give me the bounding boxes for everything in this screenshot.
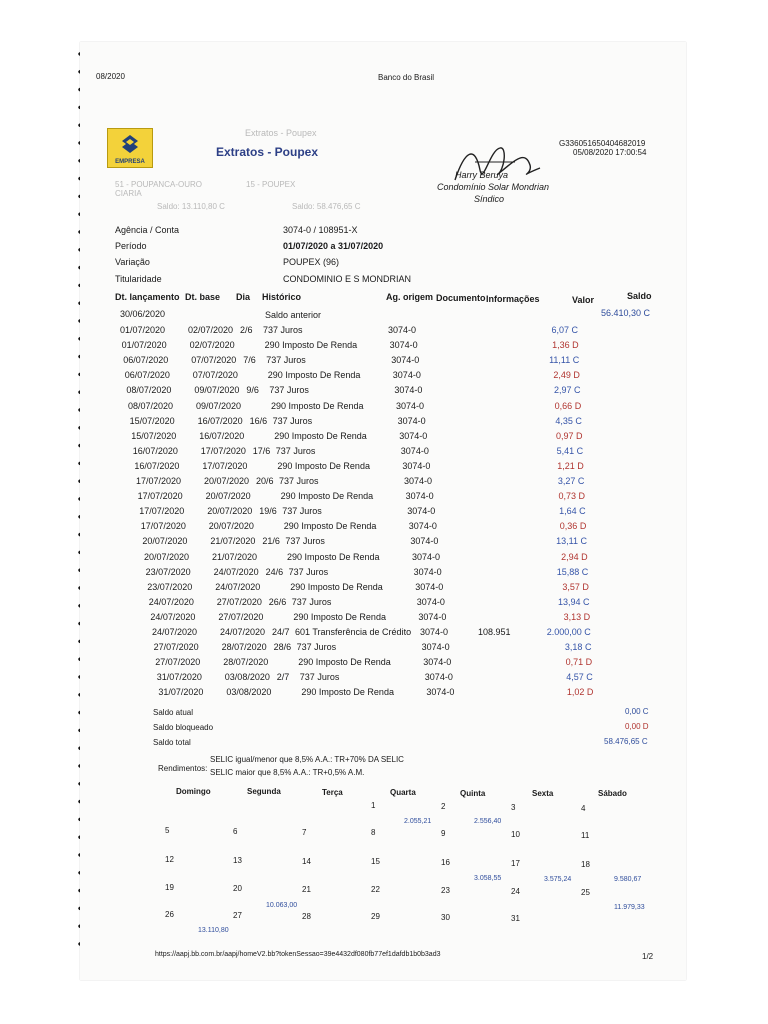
row-dia: 17/6: [252, 445, 271, 456]
row-valor: 1,64 C: [559, 506, 586, 517]
calendar-day-number: 1: [371, 801, 376, 811]
row-dia: 21/6: [262, 536, 280, 547]
row-dia: 20/6: [256, 476, 274, 486]
row-ag-origem: 3074-0: [424, 672, 453, 683]
row-historico: 290 Imposto De Renda: [298, 657, 391, 668]
calendar-day-header: Terça: [322, 787, 343, 797]
row-ag-origem: 3074-0: [408, 521, 437, 532]
row-ag-origem: 3074-0: [415, 581, 444, 592]
calendar-balance-value: 13.110,80: [198, 927, 229, 934]
periodo-value: 01/07/2020 a 31/07/2020: [283, 241, 384, 251]
calendar-day-number: 3: [511, 803, 516, 812]
row-historico: 737 Juros: [266, 355, 306, 366]
row-dt-base: 27/07/2020: [216, 596, 262, 607]
row-ag-origem: 3074-0: [400, 445, 429, 456]
row-dt-base: 28/07/2020: [223, 657, 269, 668]
row-ag-origem: 3074-0: [407, 506, 436, 517]
row-dt-base: 27/07/2020: [218, 611, 264, 622]
row-historico: 290 Imposto De Renda: [290, 581, 383, 592]
calendar-day-header: Sexta: [532, 789, 554, 798]
row-valor: 13,94 C: [558, 596, 590, 607]
row-dt-lancamento: 31/07/2020: [158, 687, 204, 698]
row-historico: 601 Transferência de Crédito: [295, 627, 412, 637]
row-dt-lancamento: 17/07/2020: [140, 521, 186, 532]
calendar-day-number: 29: [371, 912, 380, 922]
col-header-dt-lancamento: Dt. lançamento: [115, 292, 180, 302]
row-dia: 16/6: [249, 415, 268, 426]
row-dia: 24/7: [272, 627, 290, 637]
calendar-day-number: 28: [302, 911, 311, 921]
row-ag-origem: 3074-0: [413, 566, 442, 577]
row-dt-lancamento: 24/07/2020: [152, 627, 198, 637]
variacao-label: Variação: [115, 257, 150, 267]
row-valor: 3,13 D: [563, 611, 591, 622]
row-historico: 290 Imposto De Renda: [283, 521, 377, 532]
row-dt-base: 20/07/2020: [205, 491, 251, 502]
calendar-day-header: Domingo: [176, 787, 211, 796]
row-valor: 0,71 D: [565, 657, 593, 668]
row-dt-lancamento: 06/07/2020: [123, 355, 169, 366]
row-historico: 290 Imposto De Renda: [264, 340, 358, 351]
calendar-day-number: 2: [441, 802, 446, 812]
row-historico: 290 Imposto De Renda: [267, 370, 361, 381]
calendar-balance-value: 11.979,33: [614, 904, 645, 911]
row-historico: 737 Juros: [275, 445, 316, 456]
opening-date: 30/06/2020: [120, 309, 166, 319]
row-historico: 737 Juros: [279, 476, 319, 486]
row-ag-origem: 3074-0: [416, 596, 445, 607]
calendar-day-number: 12: [165, 855, 174, 864]
row-dt-lancamento: 20/07/2020: [144, 551, 190, 562]
agencia-label: Agência / Conta: [115, 225, 180, 235]
row-historico: 290 Imposto De Renda: [271, 400, 364, 411]
row-dt-lancamento: 17/07/2020: [139, 506, 185, 517]
row-valor: 13,11 C: [556, 536, 587, 547]
document-code: G336051650404682019: [559, 139, 646, 148]
saldo-bloqueado-value: 0,00 D: [625, 722, 649, 731]
calendar-balance-value: 9.580,67: [614, 876, 642, 883]
row-valor: 11,11 C: [549, 355, 580, 366]
row-dt-base: 07/07/2020: [191, 355, 237, 366]
row-dt-lancamento: 06/07/2020: [124, 370, 170, 381]
row-dt-lancamento: 08/07/2020: [126, 385, 172, 396]
row-dia: 28/6: [273, 642, 292, 653]
row-ag-origem: 3074-0: [423, 657, 452, 668]
row-valor: 0,36 D: [559, 521, 587, 532]
calendar-balance-value: 2.556,40: [474, 818, 502, 825]
row-historico: 737 Juros: [272, 415, 313, 426]
row-ag-origem: 3074-0: [392, 370, 421, 381]
calendar-day-number: 18: [581, 859, 590, 869]
calendar-day-number: 31: [511, 914, 520, 923]
row-dt-lancamento: 20/07/2020: [142, 536, 188, 547]
row-historico: 290 Imposto De Renda: [287, 551, 380, 562]
signature-org: Condomínio Solar Mondrian: [437, 182, 550, 192]
row-ag-origem: 3074-0: [412, 551, 441, 562]
footer-page: 1/2: [642, 952, 654, 961]
page-title: Extratos - Poupex: [216, 145, 319, 159]
col-header-dt-base: Dt. base: [185, 292, 221, 302]
row-valor: 2.000,00 C: [546, 627, 591, 637]
calendar-day-number: 19: [165, 883, 174, 892]
row-ag-origem: 3074-0: [418, 611, 447, 622]
row-historico: 737 Juros: [299, 672, 340, 683]
rendimentos-line-2: SELIC maior que 8,5% A.A.: TR+0,5% A.M.: [210, 768, 365, 777]
row-dt-base: 17/07/2020: [202, 460, 248, 471]
faint-saldo-2: Saldo: 58.476,65 C: [292, 202, 361, 211]
row-historico: 290 Imposto De Renda: [277, 460, 370, 471]
agencia-value: 3074-0 / 108951-X: [283, 225, 358, 235]
calendar-day-number: 6: [233, 826, 238, 836]
row-valor: 0,97 D: [555, 430, 583, 441]
rendimentos-label: Rendimentos:: [158, 764, 208, 773]
row-historico: 737 Juros: [269, 385, 309, 396]
row-dt-base: 16/07/2020: [197, 415, 243, 426]
calendar-day-number: 13: [233, 855, 242, 865]
row-dt-base: 03/08/2020: [226, 687, 272, 698]
header-bank: Banco do Brasil: [378, 73, 435, 82]
row-dt-base: 02/07/2020: [188, 325, 234, 335]
row-dt-base: 20/07/2020: [204, 476, 250, 486]
row-valor: 1,36 D: [552, 340, 579, 351]
row-historico: 737 Juros: [285, 536, 325, 547]
row-ag-origem: 3074-0: [397, 415, 426, 426]
row-dia: 26/6: [268, 596, 287, 607]
row-documento: 108.951: [478, 627, 511, 637]
row-ag-origem: 3074-0: [399, 430, 428, 441]
calendar-day-number: 27: [233, 910, 242, 920]
row-historico: 290 Imposto De Renda: [274, 430, 367, 441]
calendar-day-number: 8: [371, 828, 376, 838]
bank-logo: [107, 128, 153, 168]
row-dt-base: 17/07/2020: [200, 445, 246, 456]
row-dt-base: 09/07/2020: [196, 400, 242, 411]
row-dia: 24/6: [265, 566, 284, 577]
calendar-day-header: Quarta: [390, 788, 416, 798]
row-valor: 1,21 D: [557, 460, 584, 471]
row-ag-origem: 3074-0: [420, 627, 449, 637]
row-valor: 2,97 C: [554, 385, 581, 396]
row-dt-lancamento: 17/07/2020: [137, 491, 183, 502]
row-dia: 2/7: [276, 672, 290, 683]
row-valor: 4,57 C: [566, 672, 593, 683]
saldo-total-value: 58.476,65 C: [604, 737, 648, 746]
row-historico: 737 Juros: [291, 596, 332, 607]
row-ag-origem: 3074-0: [421, 642, 450, 653]
col-header-dia: Dia: [236, 292, 251, 302]
row-valor: 1,02 D: [566, 687, 594, 698]
rendimentos-line-1: SELIC igual/menor que 8,5% A.A.: TR+70% DA SELIC: [210, 755, 404, 764]
row-dt-lancamento: 27/07/2020: [153, 642, 199, 653]
row-dt-lancamento: 24/07/2020: [148, 596, 194, 607]
row-ag-origem: 3074-0: [388, 325, 417, 335]
row-ag-origem: 3074-0: [394, 385, 423, 396]
row-dia: 7/6: [243, 355, 256, 366]
row-ag-origem: 3074-0: [404, 476, 433, 486]
calendar-day-number: 15: [371, 857, 380, 867]
row-valor: 2,49 D: [553, 370, 580, 381]
calendar-day-number: 22: [371, 885, 380, 895]
calendar-day-number: 16: [441, 858, 450, 868]
row-dt-lancamento: 23/07/2020: [145, 566, 191, 577]
faint-account2: CIARIA: [115, 189, 142, 198]
calendar-balance-value: 2.055,21: [404, 817, 432, 825]
row-valor: 2,94 D: [561, 551, 588, 562]
calendar-day-number: 23: [441, 886, 450, 896]
calendar-day-number: 5: [165, 826, 170, 835]
row-dt-lancamento: 01/07/2020: [121, 340, 167, 351]
logo-label: EMPRESA: [115, 159, 145, 165]
row-valor: 3,57 D: [562, 581, 589, 592]
row-dt-base: 24/07/2020: [215, 581, 261, 592]
row-valor: 3,27 C: [557, 476, 585, 486]
row-dt-lancamento: 16/07/2020: [132, 445, 178, 456]
row-ag-origem: 3074-0: [410, 536, 439, 547]
faint-title: Extratos - Poupex: [245, 128, 317, 138]
calendar-day-number: 4: [581, 803, 586, 813]
row-dt-base: 16/07/2020: [199, 430, 245, 441]
col-header-documento: Documento: [436, 293, 486, 303]
saldo-atual-value: 0,00 C: [625, 707, 649, 716]
opening-historico: Saldo anterior: [265, 310, 322, 320]
row-historico: 737 Juros: [282, 506, 322, 517]
calendar-day-number: 25: [581, 887, 590, 897]
row-dt-lancamento: 08/07/2020: [128, 400, 174, 411]
row-ag-origem: 3074-0: [396, 400, 425, 411]
document-timestamp: 05/08/2020 17:00:54: [573, 148, 647, 157]
row-dt-base: 21/07/2020: [212, 551, 258, 562]
bb-logo-icon: [120, 134, 140, 154]
faint-saldo-1: Saldo: 13.110,80 C: [157, 202, 225, 211]
row-dt-base: 28/07/2020: [221, 642, 267, 653]
row-dt-lancamento: 23/07/2020: [147, 581, 193, 592]
periodo-label: Período: [115, 241, 147, 251]
row-valor: 0,66 D: [554, 400, 582, 411]
row-dt-lancamento: 17/07/2020: [136, 476, 182, 486]
saldo-atual-label: Saldo atual: [153, 708, 194, 717]
row-valor: 0,73 D: [558, 491, 586, 502]
variacao-value: POUPEX (96): [283, 257, 340, 267]
row-dt-lancamento: 31/07/2020: [156, 672, 202, 683]
calendar-day-number: 7: [302, 827, 307, 837]
signature-name: Harry Beruya: [455, 170, 509, 180]
row-dia: 9/6: [246, 385, 259, 396]
calendar-balance-value: 3.575,24: [544, 875, 572, 883]
row-dt-base: 24/07/2020: [213, 566, 259, 577]
row-dt-lancamento: 24/07/2020: [150, 611, 196, 622]
row-valor: 5,41 C: [556, 445, 584, 456]
calendar-balance-value: 3.058,55: [474, 875, 502, 882]
calendar-day-number: 17: [511, 859, 520, 868]
calendar-balance-value: 10.063,00: [266, 901, 298, 909]
row-dt-lancamento: 01/07/2020: [120, 325, 166, 335]
titularidade-label: Titularidade: [115, 274, 162, 284]
calendar-day-header: Sábado: [598, 789, 627, 799]
header-date: 08/2020: [96, 72, 125, 81]
calendar-day-header: Quinta: [460, 788, 486, 798]
calendar-day-number: 20: [233, 883, 242, 893]
row-valor: 3,18 C: [564, 642, 592, 653]
row-dia: 19/6: [259, 506, 277, 517]
faint-account: 51 - POUPANCA-OURO: [115, 180, 202, 189]
row-ag-origem: 3074-0: [402, 460, 431, 471]
row-ag-origem: 3074-0: [389, 340, 418, 351]
row-ag-origem: 3074-0: [426, 687, 455, 698]
calendar-day-number: 10: [511, 830, 520, 839]
col-header-informacoes: Informações: [486, 294, 540, 304]
row-dt-base: 07/07/2020: [192, 370, 238, 381]
row-valor: 6,07 C: [551, 325, 578, 335]
row-dt-base: 20/07/2020: [207, 506, 253, 517]
row-dt-base: 24/07/2020: [220, 627, 266, 637]
calendar-day-number: 9: [441, 829, 446, 839]
row-dt-lancamento: 15/07/2020: [129, 415, 175, 426]
col-header-valor: Valor: [572, 295, 595, 305]
row-dt-base: 03/08/2020: [224, 672, 270, 683]
row-historico: 290 Imposto De Renda: [293, 611, 386, 622]
row-dt-lancamento: 15/07/2020: [131, 430, 177, 441]
calendar-day-number: 11: [581, 830, 590, 840]
saldo-bloqueado-label: Saldo bloqueado: [153, 723, 214, 732]
calendar-day-number: 14: [302, 856, 311, 866]
footer-url: https://aapj.bb.com.br/aapj/homeV2.bb?tokenSessao=39e4432df080fb77ef1dafdb1b0b3ad3: [155, 951, 441, 958]
row-dt-lancamento: 27/07/2020: [155, 657, 201, 668]
row-dt-base: 20/07/2020: [208, 521, 254, 532]
calendar-day-number: 26: [165, 910, 174, 919]
row-valor: 15,88 C: [556, 566, 589, 577]
row-historico: 290 Imposto De Renda: [301, 687, 394, 698]
row-historico: 737 Juros: [288, 566, 329, 577]
row-dia: 2/6: [240, 325, 253, 335]
calendar-day-number: 21: [302, 884, 311, 894]
titularidade-value: CONDOMINIO E S MONDRIAN: [283, 274, 412, 284]
opening-saldo: 56.410,30 C: [601, 308, 651, 318]
col-header-ag-origem: Ag. origem: [386, 292, 434, 302]
calendar-day-number: 30: [441, 913, 450, 923]
row-historico: 290 Imposto De Renda: [280, 491, 374, 502]
row-historico: 737 Juros: [296, 642, 337, 653]
row-ag-origem: 3074-0: [405, 491, 434, 502]
signature-role: Síndico: [474, 194, 505, 204]
col-header-saldo: Saldo: [627, 291, 652, 301]
row-valor: 4,35 C: [555, 415, 582, 426]
calendar-day-number: 24: [511, 887, 520, 896]
calendar-day-header: Segunda: [247, 787, 281, 797]
row-dt-lancamento: 16/07/2020: [134, 460, 180, 471]
row-historico: 737 Juros: [263, 325, 303, 335]
faint-poupex: 15 - POUPEX: [246, 180, 296, 189]
row-dt-base: 21/07/2020: [210, 536, 256, 547]
row-ag-origem: 3074-0: [391, 355, 420, 366]
row-dt-base: 09/07/2020: [194, 385, 240, 396]
saldo-total-label: Saldo total: [153, 738, 191, 747]
col-header-historico: Histórico: [262, 292, 302, 302]
row-dt-base: 02/07/2020: [189, 340, 235, 351]
